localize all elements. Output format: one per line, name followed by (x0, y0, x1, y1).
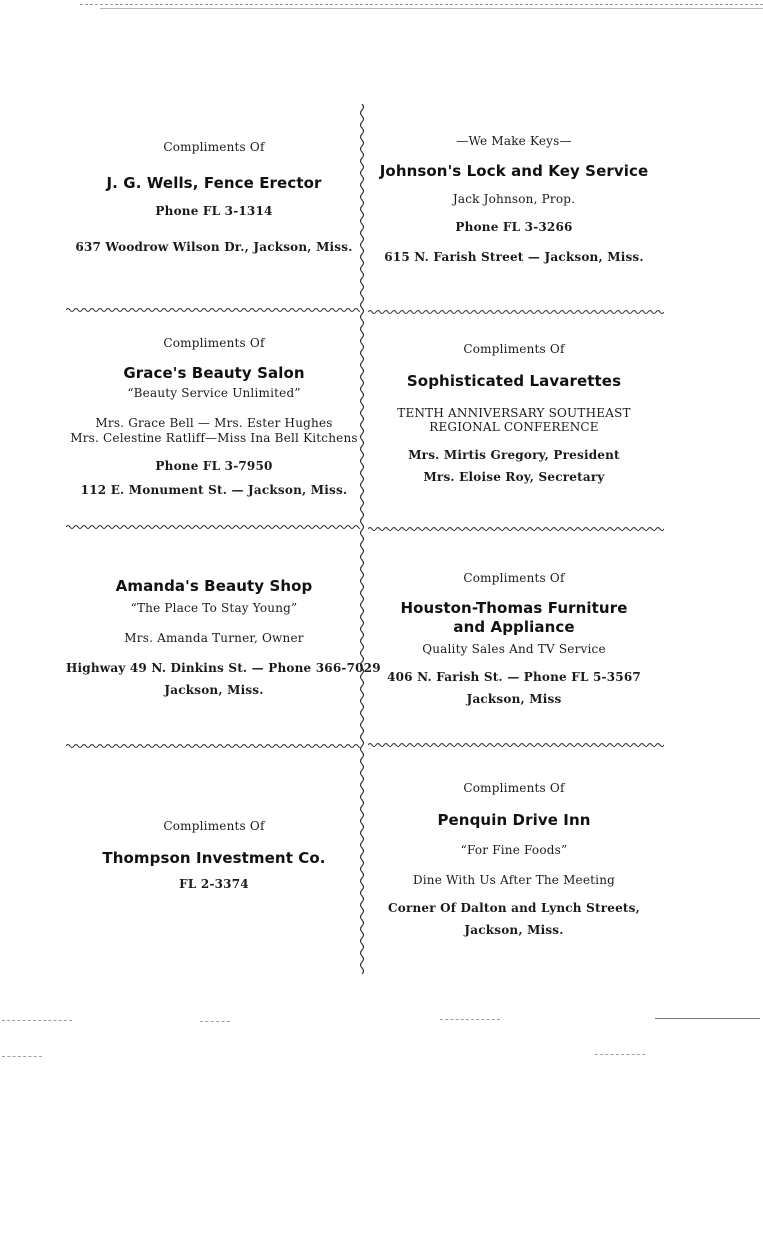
business-name: Penquin Drive Inn (437, 811, 591, 829)
address: Highway 49 N. Dinkins St. — Phone 366-7029 (66, 661, 381, 675)
secretary: Mrs. Eloise Roy, Secretary (423, 470, 605, 484)
business-name: Johnson's Lock and Key Service (379, 162, 649, 180)
staff-line-2: Mrs. Celestine Ratliff—Miss Ina Bell Kitchens (70, 431, 358, 445)
compliments-label: Compliments Of (163, 140, 265, 154)
scan-artifact-rule (200, 1021, 230, 1022)
address: Corner Of Dalton and Lynch Streets, (388, 901, 640, 915)
compliments-label: Compliments Of (463, 781, 565, 795)
ad-amandas-beauty-shop (66, 577, 381, 697)
business-name: J. G. Wells, Fence Erector (106, 174, 322, 192)
ad-houston-thomas-furniture (366, 571, 662, 706)
event-line-2: REGIONAL CONFERENCE (429, 420, 599, 434)
president: Mrs. Mirtis Gregory, President (408, 448, 620, 462)
address: 406 N. Farish St. — Phone FL 5-3567 (387, 670, 641, 684)
business-name-line-2: and Appliance (453, 618, 575, 636)
city: Jackson, Miss (466, 692, 562, 706)
horizontal-wavy-divider-right-1 (368, 308, 664, 316)
scan-artifact-rule (595, 1054, 645, 1055)
phone-number: Phone FL 3-1314 (155, 204, 273, 218)
business-name-line-1: Houston-Thomas Furniture (400, 599, 628, 617)
slogan: “Beauty Service Unlimited” (127, 386, 301, 400)
business-name: Grace's Beauty Salon (123, 364, 305, 382)
scan-artifact-rule (440, 1019, 500, 1020)
top-scan-rule-2 (100, 8, 763, 9)
scan-artifact-rule (655, 1018, 760, 1019)
horizontal-wavy-divider-right-2 (368, 525, 664, 533)
address: 615 N. Farish Street — Jackson, Miss. (384, 250, 644, 264)
horizontal-wavy-divider-left-3 (66, 742, 360, 750)
horizontal-wavy-divider-left-1 (66, 306, 360, 314)
compliments-label: Compliments Of (463, 342, 565, 356)
phone-number: Phone FL 3-7950 (155, 459, 273, 473)
address: 112 E. Monument St. — Jackson, Miss. (80, 483, 348, 497)
compliments-label: Compliments Of (163, 819, 265, 833)
city: Jackson, Miss. (464, 923, 564, 937)
tagline: —We Make Keys— (456, 134, 572, 148)
service-description: Quality Sales And TV Service (422, 642, 606, 656)
phone-number: FL 2-3374 (179, 877, 249, 891)
phone-number: Phone FL 3-3266 (455, 220, 573, 234)
scan-artifact-rule (2, 1020, 72, 1021)
ad-wells-fence (66, 140, 362, 254)
top-scan-rule (80, 4, 763, 5)
business-name: Amanda's Beauty Shop (115, 577, 313, 595)
ad-graces-beauty-salon (66, 336, 362, 497)
invitation: Dine With Us After The Meeting (412, 873, 616, 887)
owner: Mrs. Amanda Turner, Owner (124, 631, 304, 645)
slogan: “The Place To Stay Young” (130, 601, 298, 615)
compliments-label: Compliments Of (463, 571, 565, 585)
horizontal-wavy-divider-left-2 (66, 523, 360, 531)
organization-name: Sophisticated Lavarettes (406, 372, 622, 390)
compliments-label: Compliments Of (163, 336, 265, 350)
scan-artifact-rule (2, 1056, 42, 1057)
city: Jackson, Miss. (164, 683, 264, 697)
horizontal-wavy-divider-right-3 (368, 741, 664, 749)
slogan: “For Fine Foods” (460, 843, 568, 857)
event-line-1: TENTH ANNIVERSARY SOUTHEAST (397, 406, 631, 420)
address: 637 Woodrow Wilson Dr., Jackson, Miss. (75, 240, 353, 254)
staff-line-1: Mrs. Grace Bell — Mrs. Ester Hughes (95, 416, 333, 430)
proprietor: Jack Johnson, Prop. (452, 192, 576, 206)
ad-thompson-investment (66, 819, 362, 891)
ad-johnsons-lock-key (366, 134, 662, 264)
ad-penquin-drive-inn (366, 781, 662, 937)
ad-sophisticated-lavarettes (366, 342, 662, 484)
business-name: Thompson Investment Co. (102, 849, 326, 867)
